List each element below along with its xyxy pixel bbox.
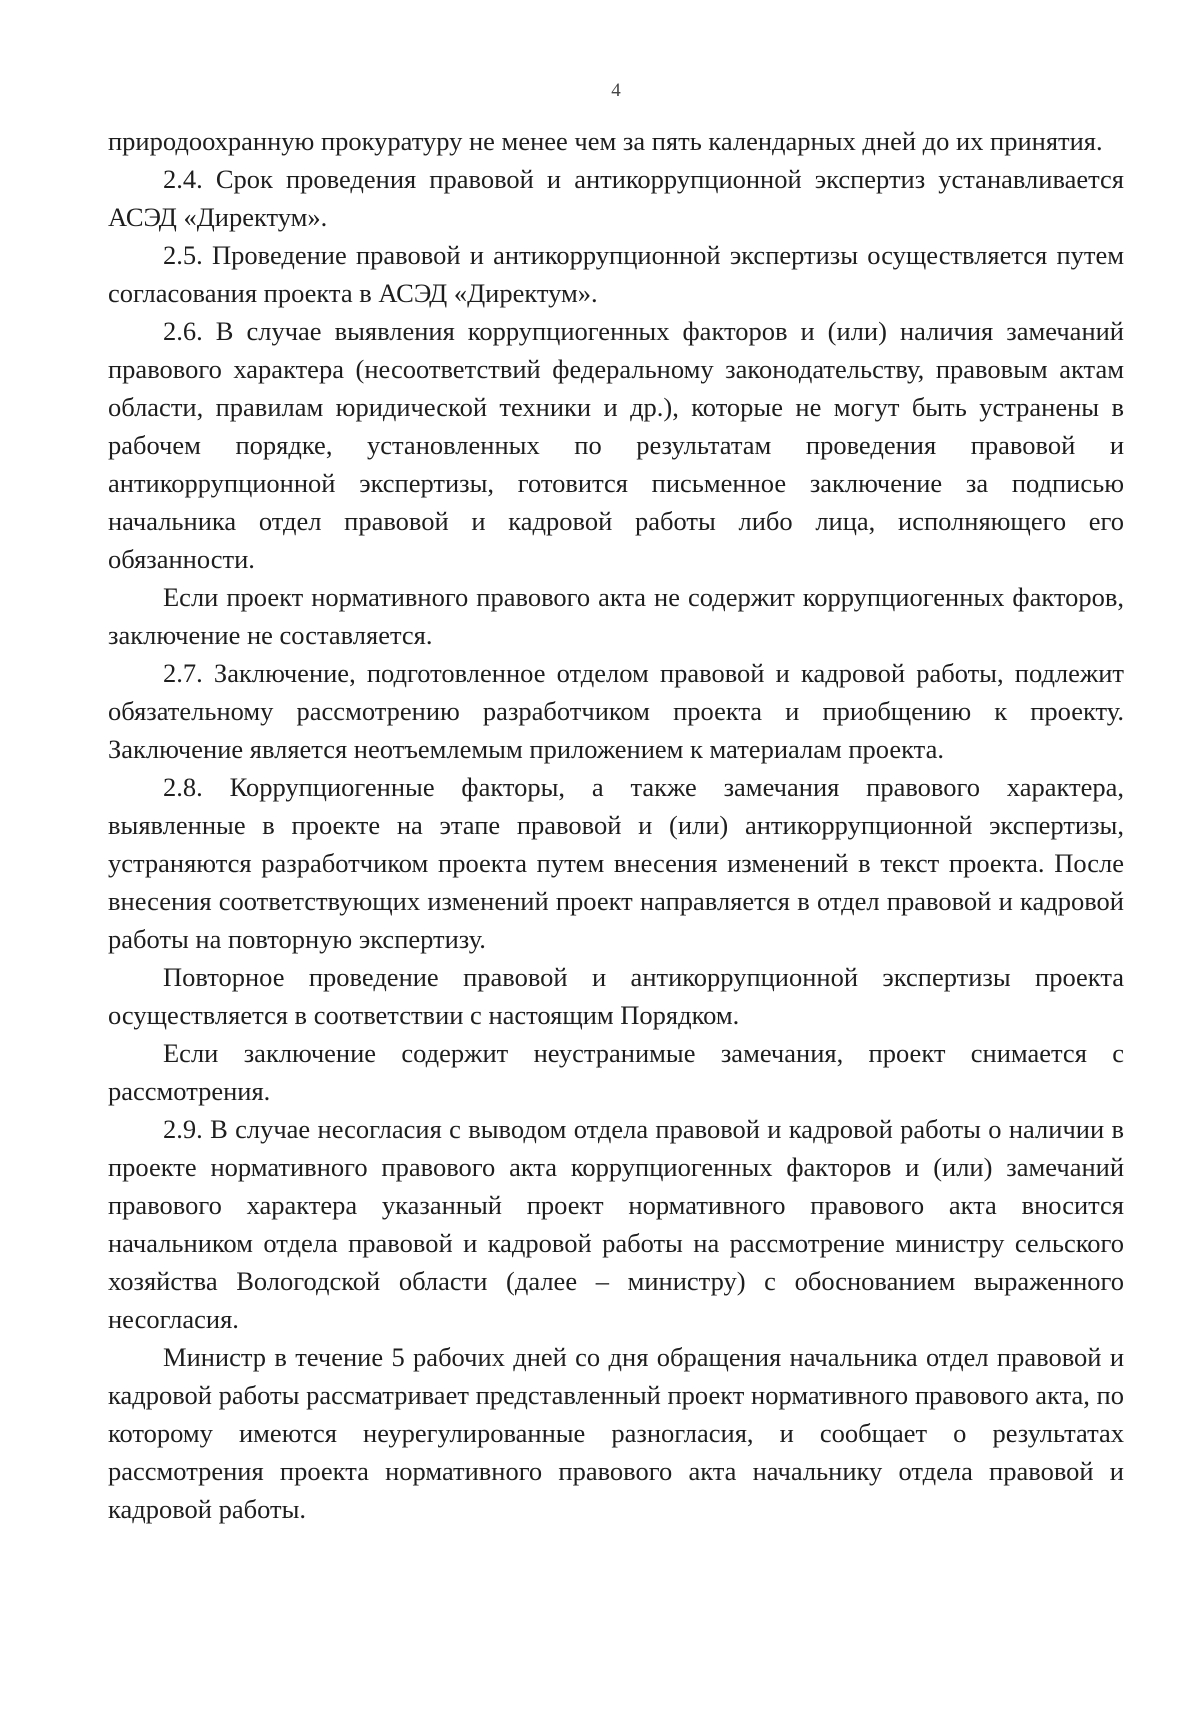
paragraph-2-8-withdraw: Если заключение содержит неустранимые замечания, проект снимается с рассмотрения. <box>108 1038 1124 1106</box>
paragraph-2-6-note: Если проект нормативного правового акта не содержит коррупциогенных факторов, заключение не составляется. <box>108 582 1124 650</box>
document-body <box>108 122 1124 1528</box>
paragraph-2-9: 2.9. В случае несогласия с выводом отдела правовой и кадровой работы о наличии в проекте нормативного правового акта коррупциогенных факторов и (или) замечаний правового характера указанный проект нормативного правового акта вносится начальником отдела правовой и кадровой работы на рассмотрение министру сельского хозяйства Вологодской области (далее – министру) с обоснованием выраженного несогласия. <box>108 1114 1124 1334</box>
paragraph-2-9-minister: Министр в течение 5 рабочих дней со дня обращения начальника отдел правовой и кадровой работы рассматривает представленный проект нормативного правового акта, по которому имеются неурегулированные разногласия, и сообщает о результатах рассмотрения проекта нормативного правового акта начальнику отдела правовой и кадровой работы. <box>108 1342 1124 1524</box>
paragraph-2-8: 2.8. Коррупциогенные факторы, а также замечания правового характера, выявленные в проекте на этапе правовой и (или) антикоррупционной экспертизы, устраняются разработчиком проекта путем внесения изменений в текст проекта. После внесения соответствующих изменений проект направляется в отдел правовой и кадровой работы на повторную экспертизу. <box>108 772 1124 954</box>
paragraph-continuation: природоохранную прокуратуру не менее чем за пять календарных дней до их принятия. <box>108 126 1103 156</box>
paragraph-2-7: 2.7. Заключение, подготовленное отделом правовой и кадровой работы, подлежит обязательному рассмотрению разработчиком проекта и приобщению к проекту. Заключение является неотъемлемым приложением к материалам проекта. <box>108 658 1124 764</box>
paragraph-2-5: 2.5. Проведение правовой и антикоррупционной экспертизы осуществляется путем согласования проекта в АСЭД «Директум». <box>108 240 1124 308</box>
paragraph-2-6: 2.6. В случае выявления коррупциогенных факторов и (или) наличия замечаний правового характера (несоответствий федеральному законодательству, правовым актам области, правилам юридической техники и др.), которые не могут быть устранены в рабочем порядке, установленных по результатам проведения правовой и антикоррупционной экспертизы, готовится письменное заключение за подписью начальника отдел правовой и кадровой работы либо лица, исполняющего его обязанности. <box>108 316 1124 574</box>
page-number: 4 <box>611 80 621 101</box>
paragraph-2-8-repeat: Повторное проведение правовой и антикоррупционной экспертизы проекта осуществляется в соответствии с настоящим Порядком. <box>108 962 1124 1030</box>
paragraph-2-4: 2.4. Срок проведения правовой и антикоррупционной экспертиз устанавливается АСЭД «Директум». <box>108 164 1124 232</box>
